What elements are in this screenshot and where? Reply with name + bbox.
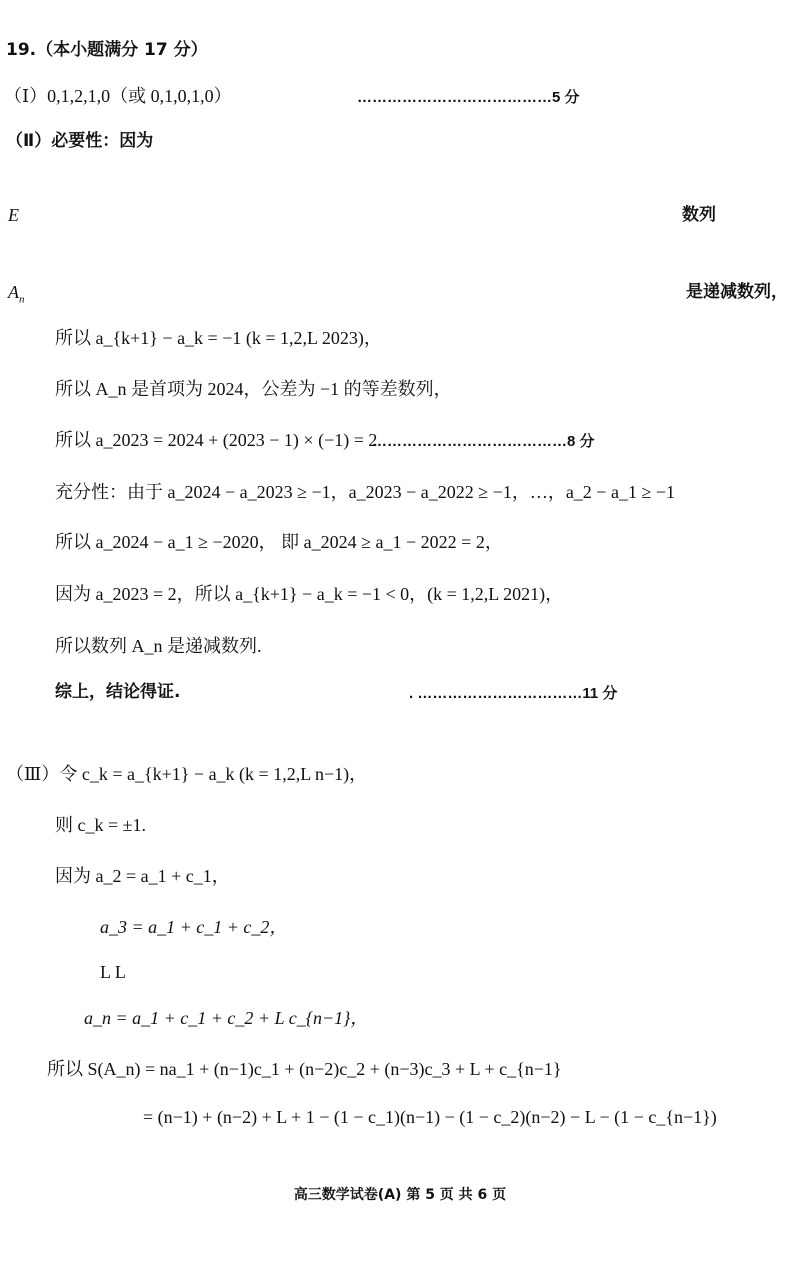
line-a2024: 所以 a_2024 − a_1 ≥ −2020， 即 a_2024 ≥ a_1 − 2022 = 2， xyxy=(55,532,503,552)
part3-a3: a_3 = a_1 + c_1 + c_2， xyxy=(100,917,288,937)
part3-an: a_n = a_1 + c_1 + c_2 + L c_{n−1}， xyxy=(84,1008,369,1028)
part3-define-ck: （Ⅲ）令 c_k = a_{k+1} − a_k (k = 1,2,L n−1)， xyxy=(6,764,368,784)
line-sufficiency: 充分性：由于 a_2024 − a_2023 ≥ −1，a_2023 − a_2022 ≥ −1，…，a_2 − a_1 ≥ −1 xyxy=(55,482,675,502)
line-because: 因为 a_2023 = 2，所以 a_{k+1} − a_k = −1 < 0，(k = 1,2,L 2021)， xyxy=(55,584,564,604)
text-shulie: 数列 xyxy=(682,205,716,225)
line-arith-seq: 所以 A_n 是首项为 2024，公差为 −1 的等差数列， xyxy=(55,379,452,399)
part3-a2: 因为 a_2 = a_1 + c_1， xyxy=(55,866,230,886)
line-conclusion: 综上，结论得证. xyxy=(55,682,181,702)
part1-answer: （Ⅰ）0,1,2,1,0（或 0,1,0,1,0） xyxy=(4,86,232,106)
symbol-An: $A_n$ xyxy=(8,282,25,306)
line-a2023: 所以 a_2023 = 2024 + (2023 − 1) × (−1) = 2 xyxy=(55,430,378,450)
part3-sum: 所以 S(A_n) = na_1 + (n−1)c_1 + (n−2)c_2 + (n−3)c_3 + L + c_{n−1} xyxy=(47,1059,562,1079)
part2-score-11: . ……………………………11 分 xyxy=(409,685,618,702)
part3-ck-value: 则 c_k = ±1. xyxy=(55,815,147,835)
text-dijian: 是递减数列， xyxy=(686,282,788,302)
part3-ellipsis: L L xyxy=(100,962,126,982)
part2-heading: （Ⅱ）必要性：因为 xyxy=(6,131,154,151)
line-ak-diff: 所以 a_{k+1} − a_k = −1 (k = 1,2,L 2023)， xyxy=(55,328,382,348)
problem-title: 19.（本小题满分 17 分） xyxy=(6,40,208,60)
part3-sum-expand: = (n−1) + (n−2) + L + 1 − (1 − c_1)(n−1) − (1 − c_2)(n−2) − L − (1 − c_{n−1}) xyxy=(143,1107,717,1127)
line-decreasing: 所以数列 A_n 是递减数列. xyxy=(55,636,262,656)
symbol-E: E xyxy=(8,205,19,225)
part2-score-8: …………………………………8 分 xyxy=(372,433,595,450)
page-footer: 高三数学试卷(A) 第 5 页 共 6 页 xyxy=(293,1187,507,1203)
part1-score: …………………………………5 分 xyxy=(357,89,580,106)
